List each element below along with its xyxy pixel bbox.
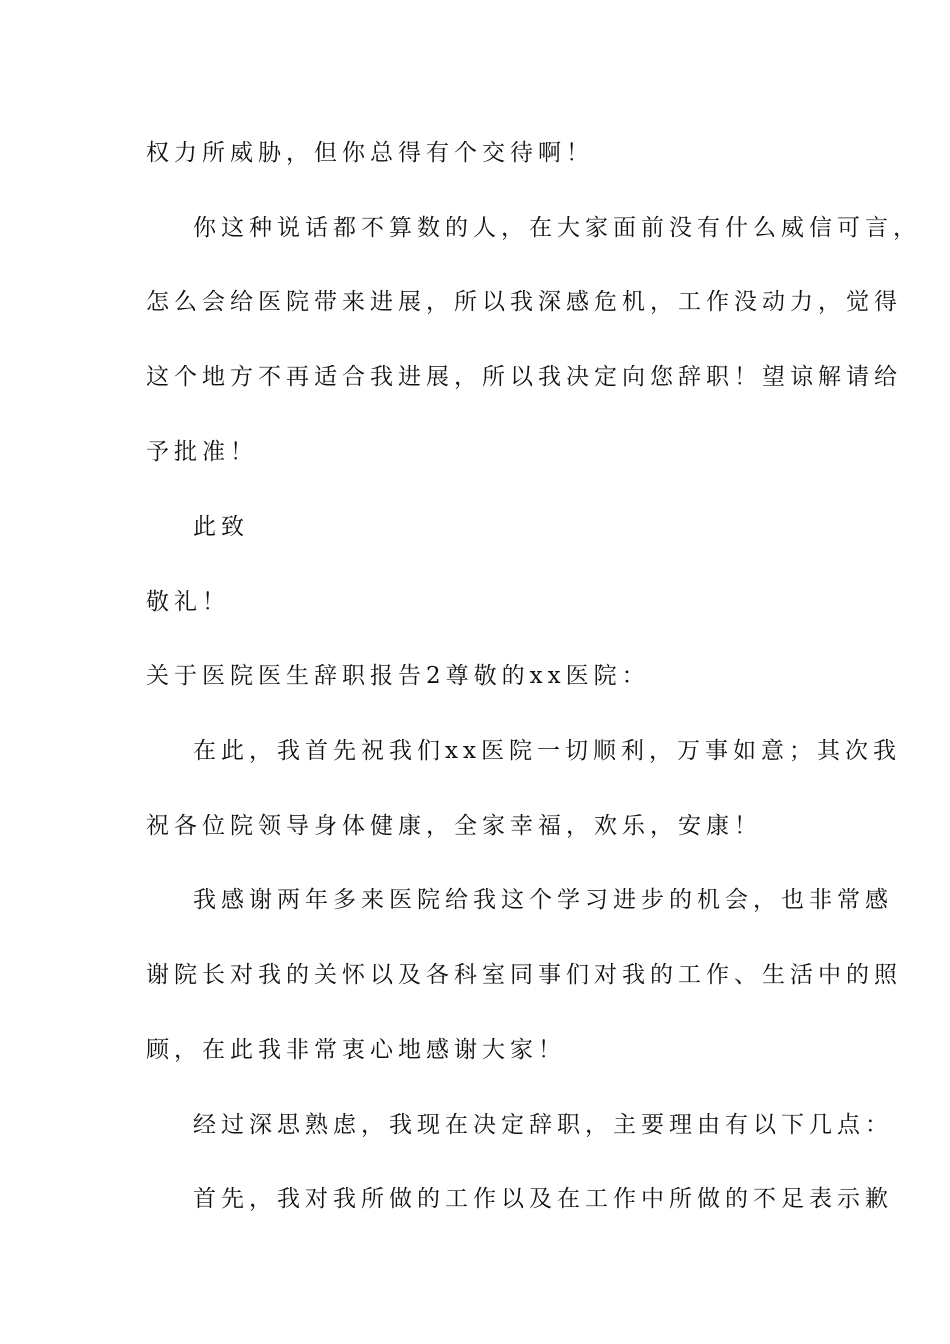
text-line-9: 在此，我首先祝我们xx医院一切顺利，万事如意；其次我 — [193, 738, 901, 764]
text-line-13: 顾，在此我非常衷心地感谢大家！ — [146, 1037, 566, 1063]
text-line-8: 关于医院医生辞职报告2尊敬的xx医院： — [146, 663, 650, 689]
text-line-4: 这个地方不再适合我进展，所以我决定向您辞职！望谅解请给 — [146, 364, 902, 390]
text-line-14: 经过深思熟虑，我现在决定辞职，主要理由有以下几点： — [193, 1112, 893, 1138]
text-line-10: 祝各位院领导身体健康，全家幸福，欢乐，安康！ — [146, 813, 762, 839]
text-line-1: 权力所威胁，但你总得有个交待啊！ — [146, 140, 594, 166]
text-line-7: 敬礼！ — [146, 589, 230, 615]
text-line-12: 谢院长对我的关怀以及各科室同事们对我的工作、生活中的照 — [146, 962, 902, 988]
text-line-5: 予批准！ — [146, 439, 258, 465]
text-line-11: 我感谢两年多来医院给我这个学习进步的机会，也非常感 — [193, 887, 893, 913]
text-line-6: 此致 — [193, 514, 249, 540]
text-line-2: 你这种说话都不算数的人，在大家面前没有什么威信可言， — [193, 215, 921, 241]
text-line-3: 怎么会给医院带来进展，所以我深感危机，工作没动力，觉得 — [146, 289, 902, 315]
text-line-15: 首先，我对我所做的工作以及在工作中所做的不足表示歉 — [193, 1186, 893, 1212]
